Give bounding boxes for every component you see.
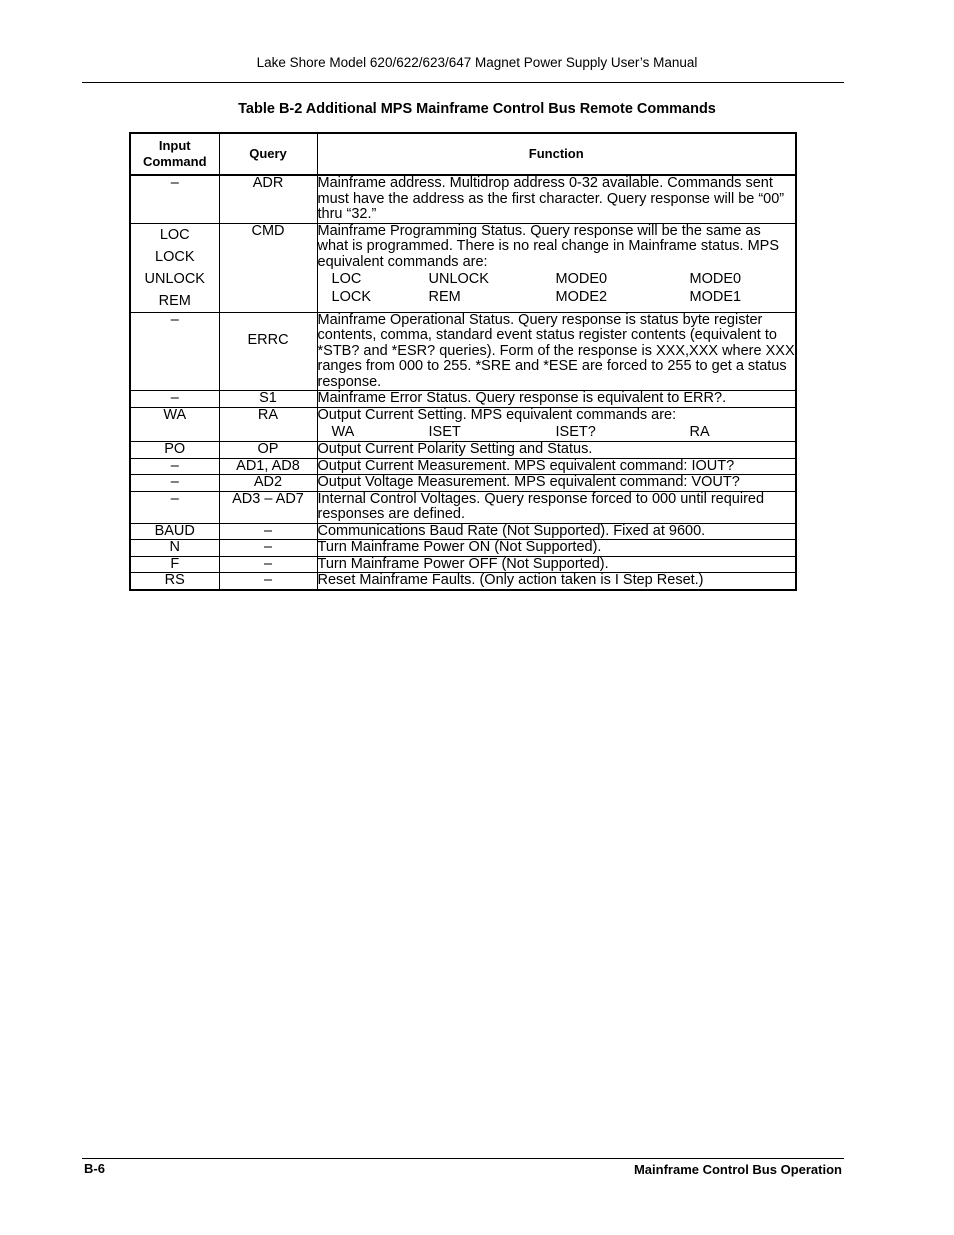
input-command-cell: – (130, 391, 219, 408)
table-row (130, 407, 796, 442)
input-command: LOCK (155, 248, 195, 265)
query-cell: – (219, 573, 317, 590)
query-cell: RA (219, 407, 317, 442)
input-command-cell: F (130, 556, 219, 573)
input-command-cell: – (130, 458, 219, 475)
table-row (130, 540, 796, 557)
table-row (130, 391, 796, 408)
table-row (130, 312, 796, 391)
equivalent-commands (318, 423, 796, 441)
equivalent-command: REM (428, 289, 461, 305)
column-header-input-command (130, 133, 219, 175)
equivalent-command: MODE0 (555, 271, 608, 287)
input-command: UNLOCK (144, 270, 205, 287)
remote-commands-table (129, 132, 797, 591)
table-header-row (130, 133, 796, 175)
function-cell: Reset Mainframe Faults. (Only action taken is I Step Reset.) (317, 573, 796, 590)
equivalent-command: MODE2 (555, 289, 608, 305)
input-command-cell: RS (130, 573, 219, 590)
query-cell: ERRC (219, 312, 317, 391)
page-number: B-6 (84, 1161, 105, 1176)
query-cell: S1 (219, 391, 317, 408)
table-row (130, 175, 796, 223)
query-cell: – (219, 540, 317, 557)
query-cell: AD2 (219, 475, 317, 492)
table-row (130, 223, 796, 312)
input-command-cell (130, 223, 219, 312)
column-header-query: Query (219, 133, 317, 175)
equivalent-command: WA (331, 424, 355, 440)
equivalent-command: ISET? (555, 424, 596, 440)
function-cell: Output Current Measurement. MPS equivalent command: IOUT? (317, 458, 796, 475)
input-command-cell: N (130, 540, 219, 557)
table-row (130, 573, 796, 590)
equivalent-command: LOC (331, 271, 362, 287)
function-cell: Internal Control Voltages. Query response forced to 000 until required responses are defined. (317, 491, 796, 523)
input-command-cell: – (130, 475, 219, 492)
input-command-cell: – (130, 312, 219, 391)
query-cell: OP (219, 442, 317, 459)
function-cell: Turn Mainframe Power ON (Not Supported). (317, 540, 796, 557)
equivalent-command: ISET (428, 424, 461, 440)
table-row (130, 458, 796, 475)
function-text: Mainframe Programming Status. Query response will be the same as what is programmed. There is no real change in Mainframe status. MPS equivalent commands are: (317, 222, 780, 270)
query-cell: – (219, 523, 317, 540)
function-cell: Communications Baud Rate (Not Supported). Fixed at 9600. (317, 523, 796, 540)
query-cell: AD1, AD8 (219, 458, 317, 475)
input-command: LOC (159, 226, 190, 243)
function-cell (317, 223, 796, 312)
input-command-cell: PO (130, 442, 219, 459)
table-row (130, 491, 796, 523)
equivalent-command: MODE1 (689, 289, 742, 305)
function-cell: Output Voltage Measurement. MPS equivalent command: VOUT? (317, 475, 796, 492)
table-row (130, 523, 796, 540)
equivalent-command: MODE0 (689, 271, 742, 287)
table-row (130, 442, 796, 459)
equivalent-command: LOCK (331, 289, 371, 305)
function-text: Output Current Setting. MPS equivalent commands are: (317, 406, 677, 423)
section-title: Mainframe Control Bus Operation (633, 1162, 842, 1177)
function-cell (317, 407, 796, 442)
table-title: Table B-2 Additional MPS Mainframe Control Bus Remote Commands (238, 101, 716, 117)
function-cell: Mainframe Operational Status. Query response is status byte register contents, comma, standard event status register contents (equivalent to *STB? and *ESR? queries). Form of the response is XXX,XXX where XXX ranges from 000 to 255. *SRE and *ESE are forced to 255 to get a status response. (317, 311, 795, 390)
table-row (130, 475, 796, 492)
function-cell: Output Current Polarity Setting and Status. (317, 442, 796, 459)
query-cell: CMD (219, 223, 317, 312)
header-divider (82, 82, 844, 83)
input-command: REM (158, 292, 191, 309)
input-command-cell: BAUD (130, 523, 219, 540)
table-row (130, 556, 796, 573)
input-command-cell: – (130, 491, 219, 523)
query-cell: ADR (219, 175, 317, 223)
function-cell: Turn Mainframe Power OFF (Not Supported). (317, 556, 796, 573)
function-cell: Mainframe address. Multidrop address 0-32 available. Commands sent must have the address as the first character. Query response will be “00” thru “32.” (317, 175, 796, 223)
equivalent-commands (318, 270, 796, 306)
running-header: Lake Shore Model 620/622/623/647 Magnet Power Supply User’s Manual (256, 55, 698, 70)
equivalent-command: UNLOCK (428, 271, 489, 287)
query-cell: – (219, 556, 317, 573)
input-command-cell: – (130, 175, 219, 223)
input-command-cell: WA (130, 407, 219, 442)
column-header-input-line1: Input (158, 138, 191, 153)
footer-divider (82, 1158, 844, 1159)
column-header-input-line2: Command (142, 154, 207, 169)
column-header-function: Function (317, 133, 796, 175)
equivalent-command: RA (689, 424, 710, 440)
function-cell: Mainframe Error Status. Query response is equivalent to ERR?. (317, 391, 796, 408)
query-cell: AD3 – AD7 (219, 491, 317, 523)
